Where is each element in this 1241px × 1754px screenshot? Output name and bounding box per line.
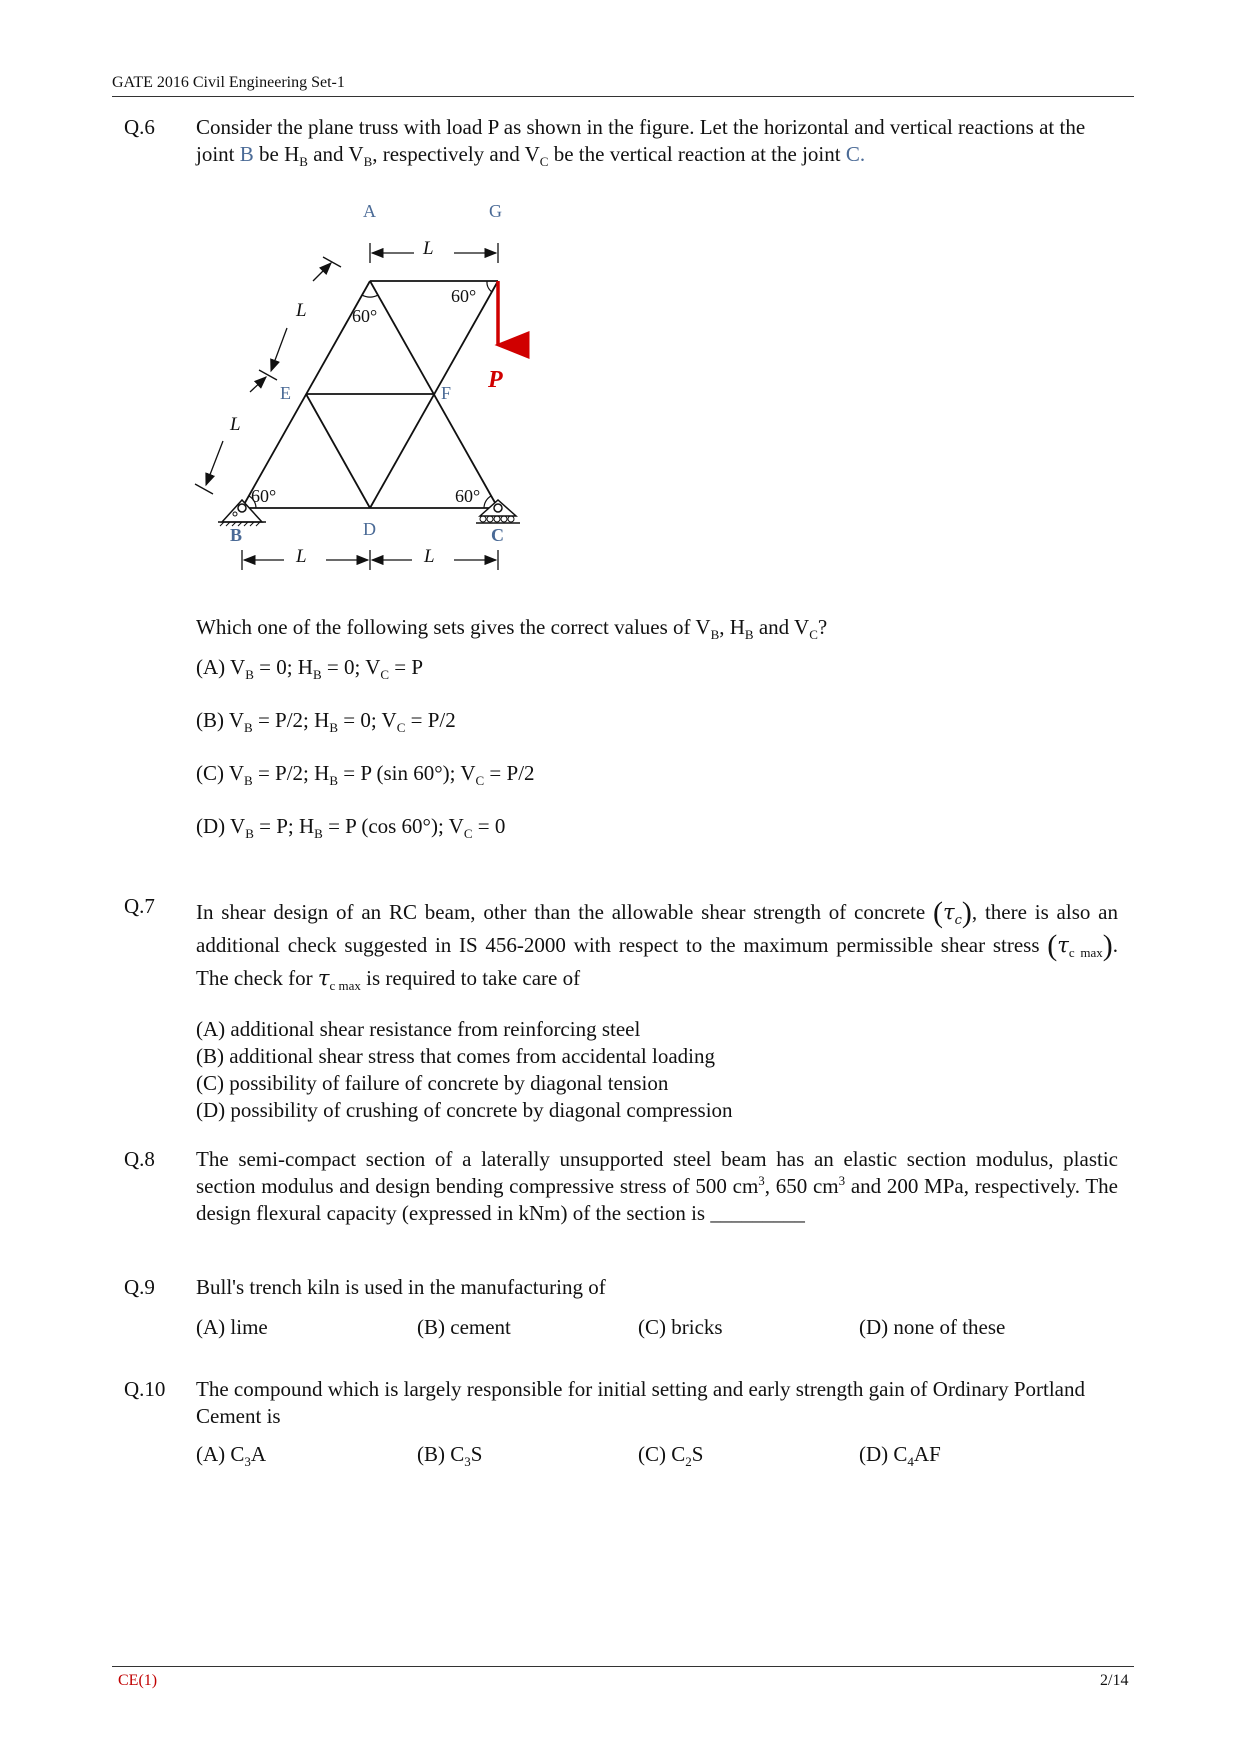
q10-option-a[interactable]: (A) $C_3A$ (196, 1442, 267, 1470)
label-f: F (441, 383, 452, 403)
q7-option-c[interactable]: (C) possibility of failure of concrete by diagonal tension (196, 1071, 669, 1095)
footer-page-number: 2/14 (1100, 1672, 1129, 1689)
q10-options (196, 1442, 1096, 1470)
label-c: C (491, 525, 504, 545)
label-g: G (489, 201, 502, 221)
q9-options (196, 1315, 1096, 1343)
footer-paper-code: CE(1) (118, 1672, 158, 1689)
q7-option-a[interactable]: (A) additional shear resistance from reinforcing steel (196, 1017, 641, 1041)
dim-label-bottom-2: L (424, 546, 435, 567)
question-number-7: Q.7 (124, 894, 155, 918)
dim-label-bottom-1: L (296, 546, 307, 567)
dim-label-slanted-1: L (296, 300, 307, 321)
question-6-prompt: Which one of the following sets gives the correct values of $V_B$, $H_B$ and $V_C$? (196, 615, 828, 643)
angle-label-g: 60° (451, 286, 477, 306)
footer-divider (112, 1666, 1134, 1667)
question-10-text: The compound which is largely responsible for initial setting and early strength gain of Ordinary Portland Cement is (196, 1377, 1085, 1428)
q7-option-b[interactable]: (B) additional shear stress that comes from accidental loading (196, 1044, 716, 1068)
question-8-text: The semi-compact section of a laterally unsupported steel beam has an elastic section modulus, plastic section modulus and design bending compressive stress of 500 $cm^3$, 650 $cm^3$ and 200 MPa, respectively. The design flexural capacity (expressed in kNm) of the section is _________ (196, 1147, 1118, 1225)
q7-option-d[interactable]: (D) possibility of crushing of concrete by diagonal compression (196, 1098, 733, 1122)
q6-option-a[interactable]: (A) $V_B = 0$; $H_B = 0$; $V_C = P$ (196, 655, 424, 683)
q9-option-c[interactable]: (C) bricks (638, 1315, 723, 1339)
dim-label-slanted-2: L (230, 414, 241, 435)
q6-option-b[interactable]: (B) $V_B = P/2$; $H_B = 0$; $V_C = P/2$ (196, 708, 456, 736)
q9-option-a[interactable]: (A) lime (196, 1315, 268, 1339)
question-number-10: Q.10 (124, 1377, 166, 1401)
truss-figure (190, 195, 550, 575)
question-9-text: Bull's trench kiln is used in the manufacturing of (196, 1275, 606, 1299)
q6-option-c[interactable]: (C) $V_B = P/2$; $H_B = P$ (sin 60°); $V_C = P/2$ (196, 761, 535, 789)
load-label-p: P (488, 367, 503, 393)
angle-label-a: 60° (352, 306, 378, 326)
angle-label-b: 60° (251, 486, 277, 506)
label-d: D (363, 519, 376, 539)
dimension-slanted (195, 257, 341, 494)
roller-support-c (476, 500, 520, 523)
dimension-bottom (242, 550, 498, 570)
label-a: A (363, 201, 376, 221)
header-title: GATE 2016 Civil Engineering Set-1 (112, 74, 345, 91)
label-e: E (280, 383, 291, 403)
dim-label-top: L (423, 238, 434, 259)
question-6-text: Consider the plane truss with load P as shown in the figure. Let the horizontal and vertical reactions at the joint B be $H_B$ and $V_B$, respectively and $V_C$ be the vertical reaction at the joint C. (196, 115, 1086, 170)
dimension-top (370, 243, 498, 263)
label-b: B (230, 525, 243, 545)
q10-option-b[interactable]: (B) $C_3S$ (417, 1442, 483, 1470)
q10-option-c[interactable]: (C) $C_2S$ (638, 1442, 704, 1470)
q6-option-d[interactable]: (D) $V_B = P$; $H_B = P$ (cos 60°); $V_C = 0$ (196, 814, 506, 842)
question-7-text: In shear design of an RC beam, other than the allowable shear strength of concrete $(\tau_c)$, there is also an additional check suggested in IS 456-2000 with respect to the maximum permissible shear stress $(\tau_{c max})$. The check for $\tau_{c max}$ is required to take care of (196, 896, 1119, 994)
question-number-6: Q.6 (124, 115, 155, 139)
question-number-8: Q.8 (124, 1147, 155, 1171)
q9-option-d[interactable]: (D) none of these (859, 1315, 1006, 1339)
question-number-9: Q.9 (124, 1275, 155, 1299)
page-header (112, 74, 1134, 97)
q10-option-d[interactable]: (D) $C_4AF$ (859, 1442, 941, 1470)
angle-label-c: 60° (455, 486, 481, 506)
q9-option-b[interactable]: (B) cement (417, 1315, 511, 1339)
